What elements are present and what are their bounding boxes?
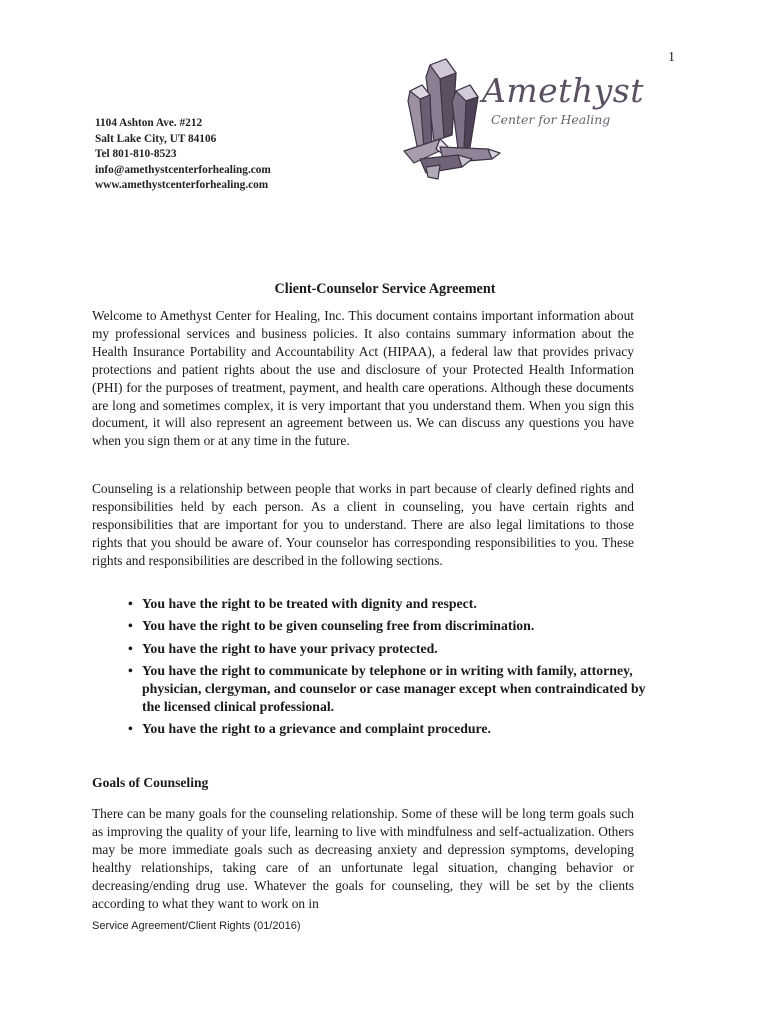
goals-heading: Goals of Counseling <box>92 775 209 790</box>
right-text: You have the right to have your privacy protected. <box>142 640 438 656</box>
document-title: Client-Counselor Service Agreement <box>274 281 496 297</box>
address-website: www.amethystcenterforhealing.com <box>95 179 269 192</box>
right-text: You have the right to be given counseling free from discrimination. <box>142 618 535 634</box>
bullet-icon: • <box>128 663 133 679</box>
list-item <box>128 617 648 635</box>
address-block <box>95 116 271 194</box>
logo-tagline: Center for Healing <box>491 112 611 127</box>
logo-title: Amethyst <box>482 71 645 110</box>
list-item <box>128 662 648 715</box>
amethyst-logo <box>400 55 645 185</box>
right-text: You have the right to communicate by telephone or in writing with family, attorney, physician, clergyman, and counselor or case manager except when contraindicated by the licensed clinical professional. <box>142 663 646 714</box>
bullet-icon: • <box>128 618 133 634</box>
rights-intro-paragraph: Counseling is a relationship between people that works in part because of clearly defined rights and responsibilities held by each person. As a client in counseling, you have certain rights and responsibilities that are important for you to understand. There are also legal limitations to those rights that you should be aware of. Your counselor has corresponding responsibilities to you. These rights and responsibilities are described in the following sections. <box>92 481 634 568</box>
list-item <box>128 720 648 738</box>
page-footer: Service Agreement/Client Rights (01/2016) <box>92 920 301 932</box>
page-number: 1 <box>668 50 675 65</box>
address-street: 1104 Ashton Ave. #212 <box>95 117 203 129</box>
address-city: Salt Lake City, UT 84106 <box>95 132 217 145</box>
list-item <box>128 595 648 613</box>
right-text: You have the right to be treated with dignity and respect. <box>142 596 477 611</box>
right-text: You have the right to a grievance and complaint procedure. <box>142 721 491 737</box>
intro-paragraph: Welcome to Amethyst Center for Healing, Inc. This document contains important information about my professional services and business policies. It also contains summary information about the Health Insurance Portability and Accountability Act (HIPAA), a federal law that provides privacy protections and patient rights about the use and disclosure of your Protected Health Information (PHI) for the purposes of treatment, payment, and health care operations. Although these documents are long and sometimes complex, it is very important that you understand them. When you sign this document, it will also represent an agreement between us. We can discuss any questions you have when you sign them or at any time in the future. <box>92 308 634 449</box>
list-item <box>128 640 648 658</box>
bullet-icon: • <box>128 721 133 737</box>
bullet-icon: • <box>128 640 133 656</box>
address-phone: Tel 801-810-8523 <box>95 148 177 161</box>
goals-paragraph: There can be many goals for the counseling relationship. Some of these will be long term goals such as improving the quality of your life, learning to live with mindfulness and self-actualization. Others may be more immediate goals such as decreasing anxiety and depression symptoms, developing healthy relationships, taking care of an unfortunate legal situation, changing behavior or decreasing/ending drug use. Whatever the goals for counseling, they will be set by the clients according to what they want to work on in <box>92 806 634 911</box>
client-rights-list <box>128 595 648 743</box>
address-email: info@amethystcenterforhealing.com <box>95 163 271 176</box>
bullet-icon: • <box>128 596 133 611</box>
